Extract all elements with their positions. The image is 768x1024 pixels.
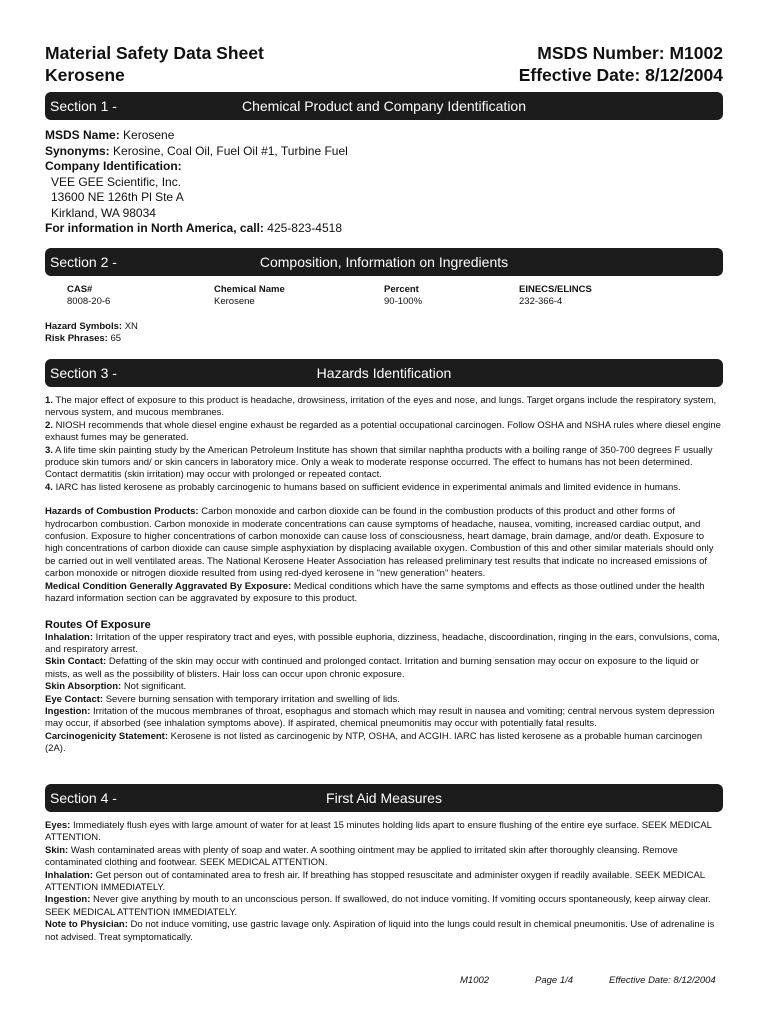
info-row [45,221,723,237]
numbered-item: 1. The major effect of exposure to this product is headache, drowsiness, irritation of the eyes and nose, and lungs. Target organs include the respiratory system, nervous system, and mucous membranes. [45,395,717,419]
section-title: First Aid Measures [326,790,442,806]
field-label: Synonyms: [45,143,110,158]
field-label: For information in North America, call: [45,221,264,235]
company-street: 13600 NE 126th Pl Ste A [51,190,184,204]
footer-page-number: Page 1/4 [535,975,574,986]
section-3-bar [45,359,723,387]
table-column [67,284,110,308]
section-4-content [45,820,723,944]
field-label: Hazards of Combustion Products: [45,506,199,518]
field-label: Medical Condition Generally Aggravated By Exposure: [45,580,292,592]
route-item: Ingestion: Irritation of the mucous membranes of throat, esophagus and stomach which may result in nausea and vomiting; central nervous system depression may occur, if absorbed (see inhalation symptoms above). If aspirated, chemical pneumonitis may occur with potentially fatal results. [45,705,715,730]
synonyms-row [45,144,723,160]
route-item: Skin Absorption: Not significant. [45,681,187,693]
route-item: Inhalation: Irritation of the upper respiratory tract and eyes, with possible euphoria, dizziness, headache, discoordination, ringing in the ears, convulsions, coma, and respiratory arrest. [45,631,720,655]
numbered-item: 2. NIOSH recommends that whole diesel engine exhaust be regarded as a potential occupational carcinogen. Follow OSHA and NSHA rules where diesel engine exhaust fumes may be generated. [45,419,721,444]
first-aid-item: Note to Physician: Do not induce vomiting, use gastric lavage only. Aspiration of liquid into the lungs could result in chemical pneumonitis. Use of adrenaline is not advised. Treat symptomatically. [45,919,715,943]
first-aid-item: Inhalation: Get person out of contaminated area to fresh air. If breathing has stopped resuscitate and administer oxygen if readily available. SEEK MEDICAL ATTENTION IMMEDIATELY. [45,869,705,894]
column-header: CAS# [67,284,93,295]
table-column [519,284,592,308]
msds-name-row [45,128,723,144]
route-item: Carcinogenicity Statement: Kerosene is not listed as carcinogenic by NTP, OSHA, and ACGIH. IARC has listed kerosene as a probable human carcinogen (2A). [45,730,703,755]
numbered-item: 4. IARC has listed kerosene as probably carcinogenic to humans based on sufficient evidence in experimental animals and limited evidence in humans. [45,481,681,493]
section-title: Composition, Information on Ingredients [259,254,509,270]
section-number: Section 2 - [50,254,117,270]
document-header [45,42,723,88]
phone-number: 425-823-4518 [267,221,342,235]
column-header: Chemical Name [214,284,285,295]
first-aid-item: Ingestion: Never give anything by mouth to an unconscious person. If swallowed, do not induce vomiting. If vomiting occurs spontaneously, keep airway clear. SEEK MEDICAL ATTENTION IMMEDIATELY. [45,894,711,918]
document-title [45,42,264,86]
section-2-bar [45,248,723,276]
company-label: Company Identification: [45,159,182,173]
first-aid-item: Eyes: Immediately flush eyes with large amount of water for at least 15 minutes holding lids apart to ensure flushing of the entire eye surface. SEEK MEDICAL ATTENTION. [45,820,712,844]
section-number: Section 1 - [50,98,117,114]
hazard-info [45,321,723,345]
ingredients-table [45,284,723,310]
route-item: Eye Contact: Severe burning sensation with temporary irritation and swelling of lids. [45,693,400,705]
field-label: MSDS Name: [45,128,120,142]
document-meta [519,42,723,86]
footer-effective-date: Effective Date: 8/12/2004 [609,975,716,986]
numbered-item: 3. A life time skin painting study by the American Petroleum Institute has shown that similar naphtha products with a boiling range of 350-700 degrees F usually produce skin tumors and/ or skin cancers in laboratory mice. Only a weak to moderate response occurred. The effect to humans has not been determined. Contact dermatitis (skin irritation) may occur with prolonged or repeated contact. [45,444,713,481]
route-item: Skin Contact: Defatting of the skin may occur with continued and prolonged contact. Irritation and burning sensation may occur on exposure to the liquid or mists, as well as the possibility of blisters. Hair loss can occur upon chronic exposure. [45,656,699,680]
section-1-bar [45,92,723,120]
company-city: Kirkland, WA 98034 [51,205,156,220]
field-value: Kerosine, Coal Oil, Fuel Oil #1, Turbine Fuel [113,143,348,158]
effective-date: Effective Date: 8/12/2004 [518,65,723,85]
table-cell: 8008-20-6 [67,296,111,307]
footer-code: M1002 [460,975,490,986]
table-cell: 232-366-4 [519,296,563,307]
section-number: Section 4 - [50,790,117,806]
aggravated-paragraph: Medical Condition Generally Aggravated By Exposure: Medical conditions which have the same symptoms and effects as those outlined under the health hazard information section can be aggravated by exposure to this product. [45,580,705,605]
section-title: Chemical Product and Company Identification [241,98,527,114]
section-4-bar [45,784,723,812]
field-label: Hazard Symbols: [45,321,123,332]
field-label: Risk Phrases: [45,333,108,344]
table-column [214,284,285,308]
field-value: Kerosene [123,128,175,142]
risk-phrases-row [45,333,723,345]
column-header: Percent [384,284,419,295]
table-cell: 90-100% [384,296,423,307]
field-value: 65 [110,333,122,344]
hazard-symbols-row [45,321,723,333]
field-value: XN [124,321,138,332]
product-name: Kerosene [45,65,125,85]
title-line: Material Safety Data Sheet [45,43,264,63]
section-number: Section 3 - [50,365,117,381]
msds-number: MSDS Number: M1002 [537,43,723,63]
combustion-paragraph: Hazards of Combustion Products: Carbon monoxide and carbon dioxide can be found in the combustion products of this product and other forms of hydrocarbon combustion. Carbon monoxide in moderate concentrations can cause symptoms of headache, nausea, vomiting, increased cardiac output, and confusion. Exposure to higher concentrations of carbon monoxide can cause loss of consciousness, heart damage, brain damage, and/or death. Exposure to high concentrations of carbon dioxide can cause simple asphyxiation by displacing available oxygen. Combustion of this and other similar materials should only be carried out in well ventilated areas. The National Kerosene Heater Association has released preliminary test results that indicate no increased emissions of carbon monoxide or nitrogen dioxide resulted from using red-dyed kerosene in "new generation" heaters. [45,506,714,580]
column-header: EINECS/ELINCS [519,284,592,295]
table-cell: Kerosene [214,296,255,307]
first-aid-item: Skin: Wash contaminated areas with plenty of soap and water. A soothing ointment may be applied to irritated skin after thoroughly cleansing. Remove contaminated clothing and footwear. SEEK MEDICAL ATTENTION. [45,844,678,869]
routes-heading: Routes Of Exposure [45,618,151,631]
section-3-content [45,395,723,756]
section-title: Hazards Identification [316,365,452,381]
company-name: VEE GEE Scientific, Inc. [51,174,182,189]
table-column [384,284,422,308]
section-1-content [45,128,723,237]
